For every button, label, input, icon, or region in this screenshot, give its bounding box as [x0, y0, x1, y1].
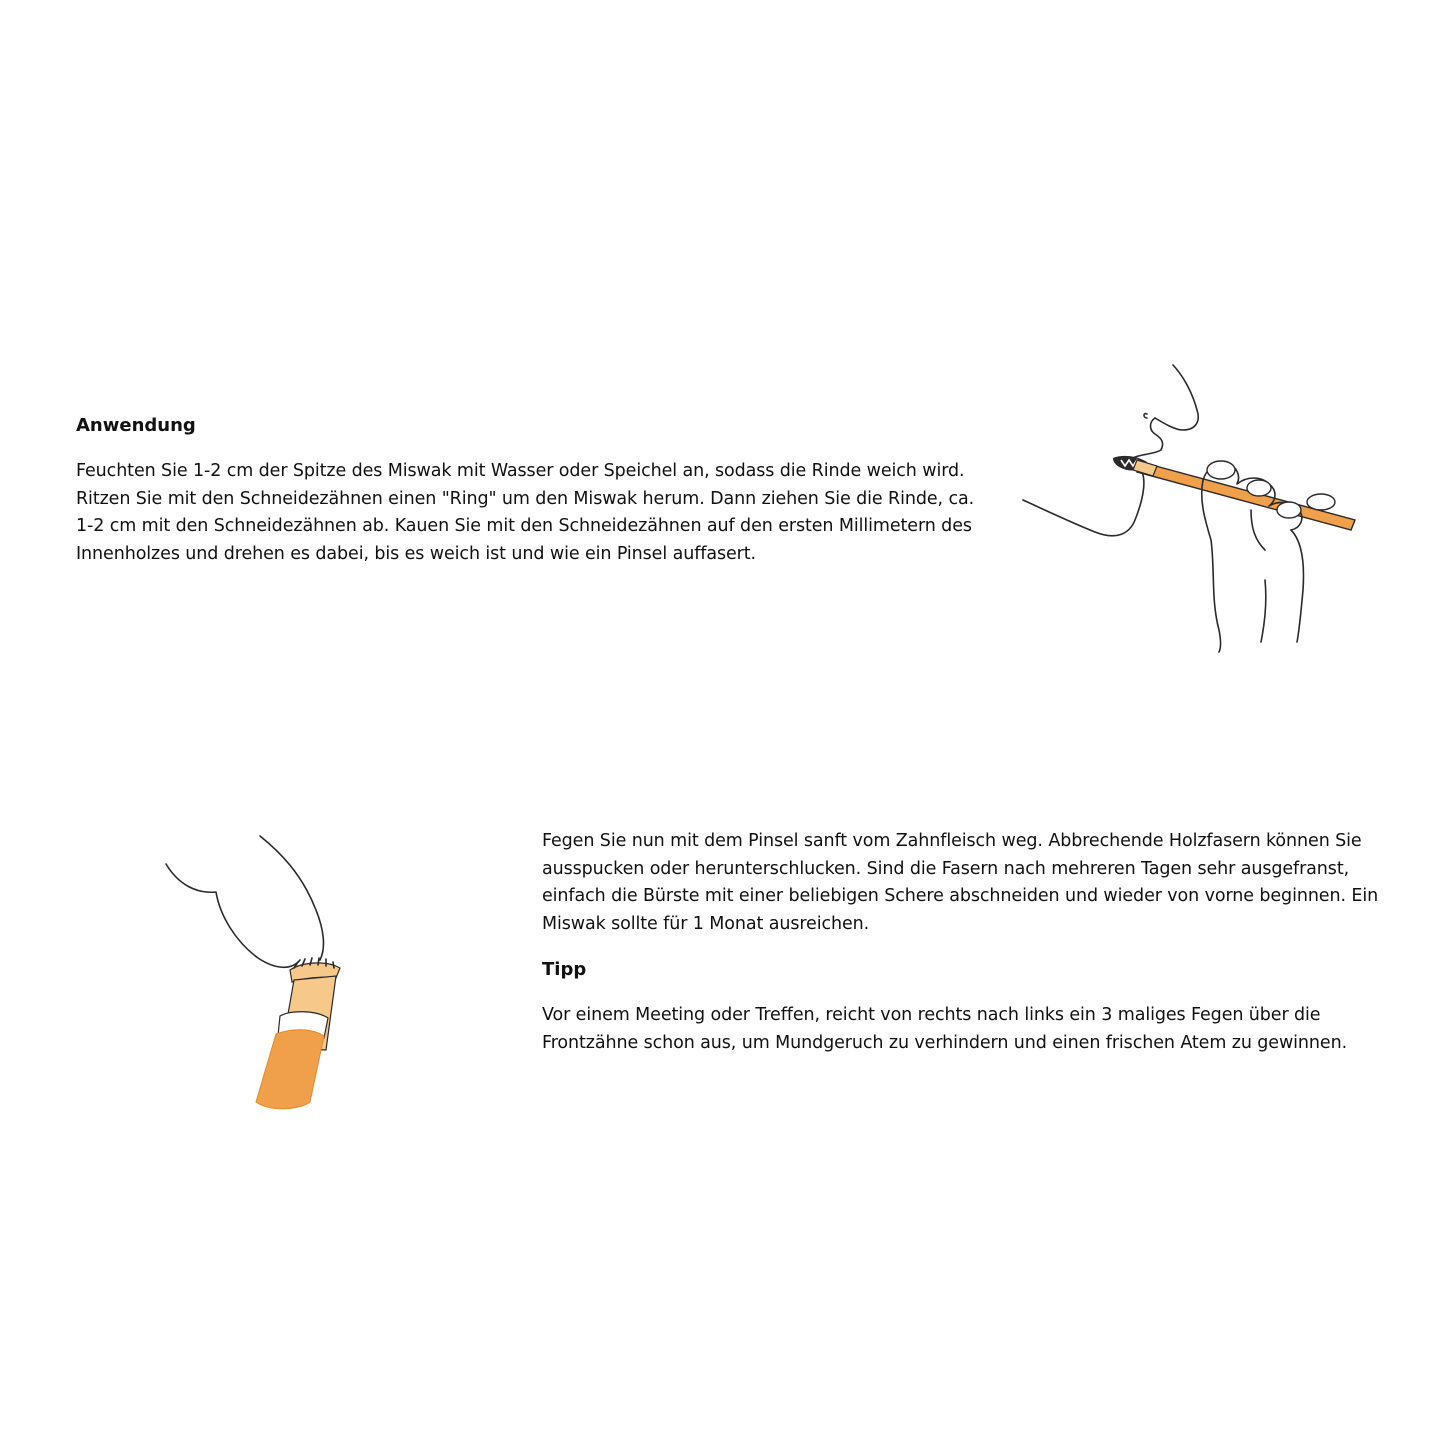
tip-body: Vor einem Meeting oder Treffen, reicht von rechts nach links ein 3 maliges Fegen über die Frontzähne schon aus, um Mundgeruch zu verhindern und einen frischen Atem zu gewinnen.: [542, 1005, 1348, 1053]
miswak-brush-illustration: [160, 830, 360, 1115]
application-body: Feuchten Sie 1-2 cm der Spitze des Miswak mit Wasser oder Speichel an, sodass die Rinde weich wird. Ritzen Sie mit den Schneidezähnen einen "Ring" um den Miswak herum. Dann ziehen Sie die Rinde, ca. 1-2 cm mit den Schneidezähnen ab. Kauen Sie mit den Schneidezähnen auf den ersten Millimetern des Innenholzes und drehen es dabei, bis es weich ist und wie ein Pinsel auffasert.: [76, 461, 975, 564]
application-heading: Anwendung: [76, 415, 196, 436]
miswak-chewing-illustration: [1015, 360, 1365, 655]
application-section: [76, 414, 991, 568]
usage-body: Fegen Sie nun mit dem Pinsel sanft vom Zahnfleisch weg. Abbrechende Holzfasern können Sie ausspucken oder herunterschlucken. Sind die Fasern nach mehreren Tagen sehr ausgefranst, einfach die Bürste mit einer beliebigen Schere abschneiden und wieder von vorne beginnen. Ein Miswak sollte für 1 Monat ausreichen.: [542, 831, 1379, 934]
tip-heading: Tipp: [542, 959, 587, 980]
usage-section: [542, 828, 1392, 1057]
